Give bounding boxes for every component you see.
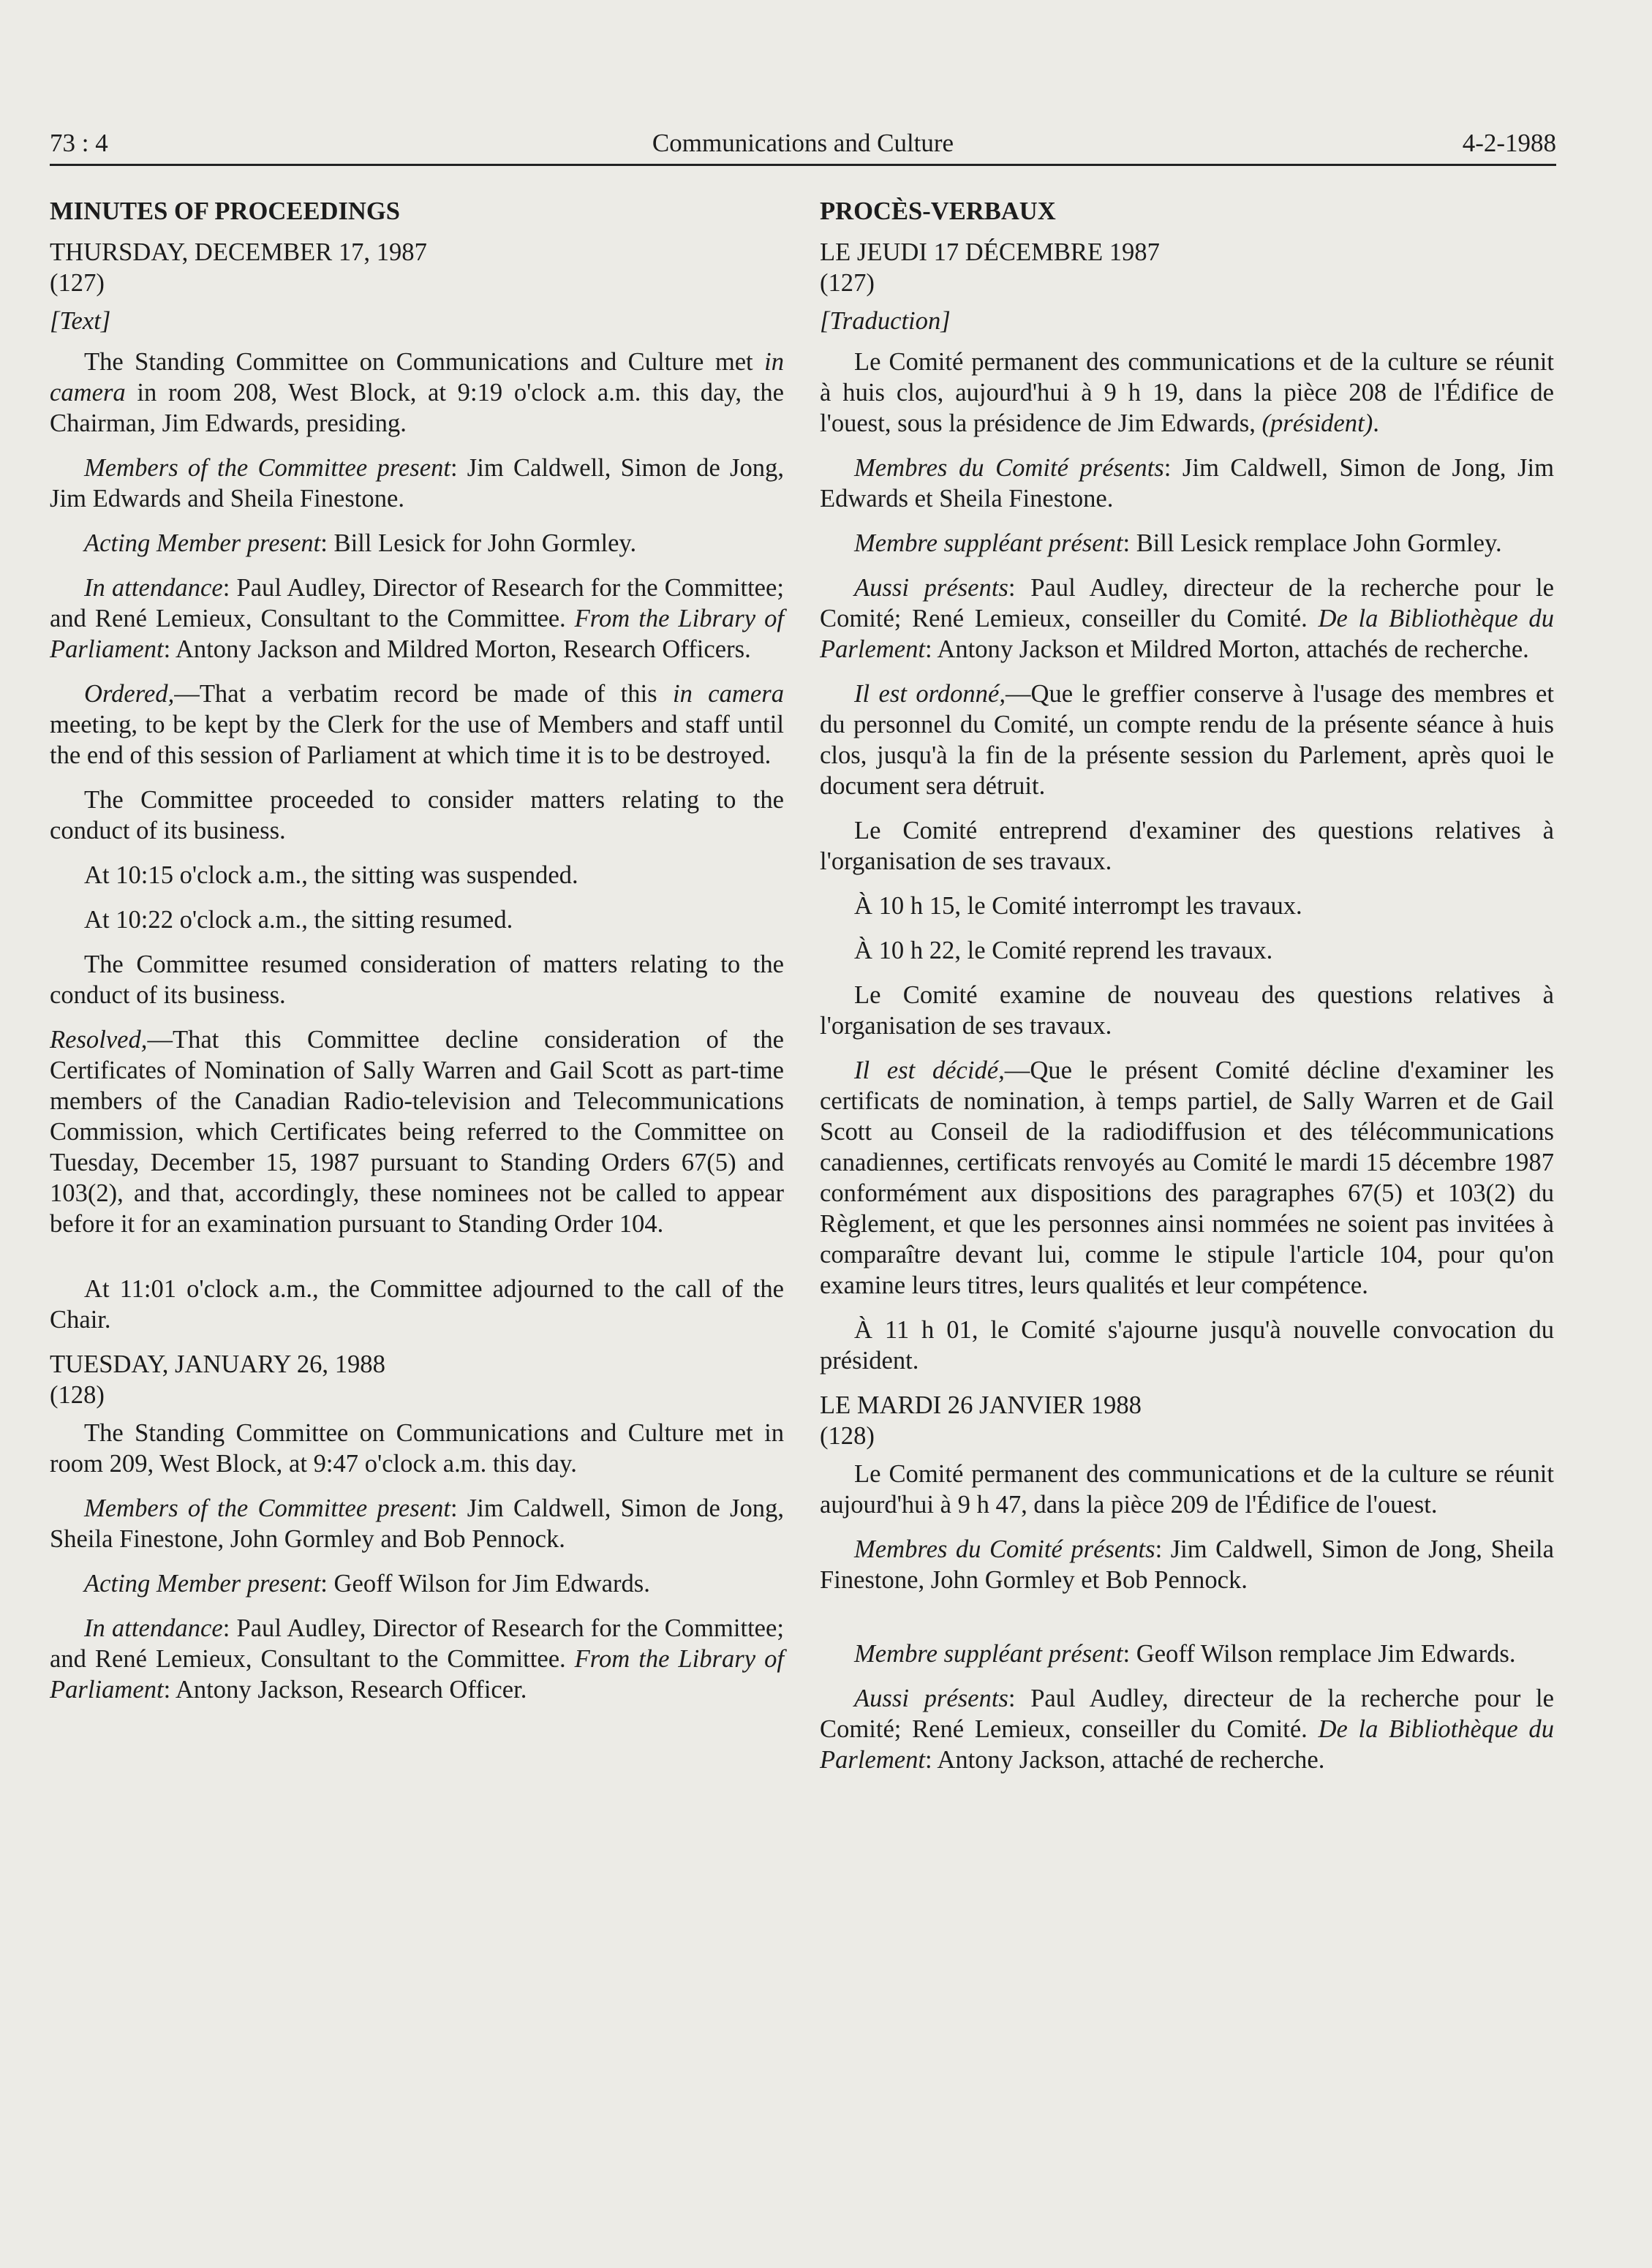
paragraph: Aussi présents: Paul Audley, directeur de la recherche pour le Comité; René Lemieux, conseiller du Comité. De la Bibliothèque du Parlement: Antony Jackson et Mildred Morton, attachés de recherche. xyxy=(820,574,1555,663)
paragraph: Acting Member present: Bill Lesick for John Gormley. xyxy=(84,529,637,557)
paragraph: Aussi présents: Paul Audley, directeur de la recherche pour le Comité; René Lemieux, conseiller du Comité. De la Bibliothèque du Parlement: Antony Jackson, attaché de recherche. xyxy=(820,1685,1555,1774)
meeting-date: THURSDAY, DECEMBER 17, 1987 xyxy=(50,238,427,266)
paragraph: À 11 h 01, le Comité s'ajourne jusqu'à nouvelle convocation du président. xyxy=(820,1316,1554,1375)
paragraph: The Committee resumed consideration of matters relating to the conduct of its business. xyxy=(50,950,784,1009)
paragraph: Le Comité permanent des communications et de la culture se réunit aujourd'hui à 9 h 47, dans la pièce 209 de l'Édifice de l'ouest. xyxy=(820,1460,1554,1519)
paragraph: The Standing Committee on Communications and Culture met in room 209, West Block, at 9:47 o'clock a.m. this day. xyxy=(50,1419,784,1478)
paragraph: Membre suppléant présent: Bill Lesick remplace John Gormley. xyxy=(854,529,1502,557)
text-tag: [Text] xyxy=(50,307,111,335)
paragraph: Membres du Comité présents: Jim Caldwell, Simon de Jong, Sheila Finestone, John Gormley et Bob Pennock. xyxy=(820,1535,1554,1594)
paragraph: At 10:22 o'clock a.m., the sitting resumed. xyxy=(84,906,513,934)
spacer xyxy=(820,1609,1554,1638)
meeting-number: (127) xyxy=(50,269,105,297)
section-heading: MINUTES OF PROCEEDINGS xyxy=(50,197,401,225)
paragraph: Il est ordonné,—Que le greffier conserve à l'usage des membres et du personnel du Comité, un compte rendu de la présente séance à huis clos, jusqu'à la fin de la présente session du Parlement, après quoi le document sera détruit. xyxy=(820,680,1554,800)
paragraph: À 10 h 22, le Comité reprend les travaux. xyxy=(854,937,1273,964)
meeting-number: (128) xyxy=(50,1381,105,1409)
paragraph: Le Comité examine de nouveau des questions relatives à l'organisation de ses travaux. xyxy=(820,981,1554,1040)
meeting-date: LE JEUDI 17 DÉCEMBRE 1987 xyxy=(820,238,1160,266)
meeting-date: TUESDAY, JANUARY 26, 1988 xyxy=(50,1350,385,1378)
page-number: 73 : 4 xyxy=(50,129,108,157)
french-column xyxy=(820,196,1554,1789)
page-header xyxy=(50,126,1556,166)
paragraph: Members of the Committee present: Jim Caldwell, Simon de Jong, Sheila Finestone, John Gormley and Bob Pennock. xyxy=(50,1494,784,1553)
paragraph: At 10:15 o'clock a.m., the sitting was suspended. xyxy=(84,861,578,889)
paragraph: The Committee proceeded to consider matters relating to the conduct of its business. xyxy=(50,786,784,844)
header-date: 4-2-1988 xyxy=(1462,129,1556,157)
paragraph: Membres du Comité présents: Jim Caldwell, Simon de Jong, Jim Edwards et Sheila Finestone. xyxy=(820,454,1554,513)
paragraph: Members of the Committee present: Jim Caldwell, Simon de Jong, Jim Edwards and Sheila Finestone. xyxy=(50,454,784,513)
paragraph: At 11:01 o'clock a.m., the Committee adjourned to the call of the Chair. xyxy=(50,1275,784,1334)
paragraph: In attendance: Paul Audley, Director of Research for the Committee; and René Lemieux, Consultant to the Committee. From the Library of Parliament: Antony Jackson and Mildred Morton, Research Officers. xyxy=(50,574,784,663)
paragraph: Il est décidé,—Que le présent Comité décline d'examiner les certificats de nomination, à temps partiel, de Sally Warren et de Gail Scott au Conseil de la radiodiffusion et des télécommunications canadiennes, certificats renvoyés au Comité le mardi 15 décembre 1987 conformément aux dispositions des paragraphes 67(5) et 103(2) du Règlement, et que les personnes ainsi nommées ne soient pas invitées à comparaître devant lui, comme le stipule l'article 104, pour qu'on examine leurs titres, leurs qualités et leur compétence. xyxy=(820,1056,1554,1299)
paragraph: Resolved,—That this Committee decline consideration of the Certificates of Nomination of Sally Warren and Gail Scott as part-time members of the Canadian Radio-television and Telecommunications Commission, which Certificates being referred to the Committee on Tuesday, December 15, 1987 pursuant to Standing Orders 67(5) and 103(2), and that, accordingly, these nominees not be called to appear before it for an examination pursuant to Standing Order 104. xyxy=(50,1026,784,1238)
text-tag: [Traduction] xyxy=(820,307,951,335)
meeting-date: LE MARDI 26 JANVIER 1988 xyxy=(820,1391,1142,1419)
meeting-number: (127) xyxy=(820,269,875,297)
english-column xyxy=(50,196,784,1719)
spacer xyxy=(50,1253,784,1274)
paragraph: Ordered,—That a verbatim record be made of this in camera meeting, to be kept by the Clerk for the use of Members and staff until the end of this session of Parliament at which time it is to be destroyed. xyxy=(50,680,784,769)
paragraph: The Standing Committee on Communications and Culture met in camera in room 208, West Block, at 9:19 o'clock a.m. this day, the Chairman, Jim Edwards, presiding. xyxy=(50,348,784,437)
paragraph: Le Comité permanent des communications et de la culture se réunit à huis clos, aujourd'hui à 9 h 19, dans la pièce 208 de l'Édifice de l'ouest, sous la présidence de Jim Edwards, (président). xyxy=(820,348,1554,437)
paragraph: Le Comité entreprend d'examiner des questions relatives à l'organisation de ses travaux. xyxy=(820,817,1554,875)
running-title: Communications and Culture xyxy=(652,129,954,157)
paragraph: À 10 h 15, le Comité interrompt les travaux. xyxy=(854,892,1302,920)
meeting-number: (128) xyxy=(820,1422,875,1450)
paragraph: Membre suppléant présent: Geoff Wilson remplace Jim Edwards. xyxy=(854,1640,1516,1668)
section-heading: PROCÈS-VERBAUX xyxy=(820,197,1056,225)
paragraph: In attendance: Paul Audley, Director of Research for the Committee; and René Lemieux, Consultant to the Committee. From the Library of Parliament: Antony Jackson, Research Officer. xyxy=(50,1614,784,1704)
paragraph: Acting Member present: Geoff Wilson for Jim Edwards. xyxy=(84,1570,650,1598)
